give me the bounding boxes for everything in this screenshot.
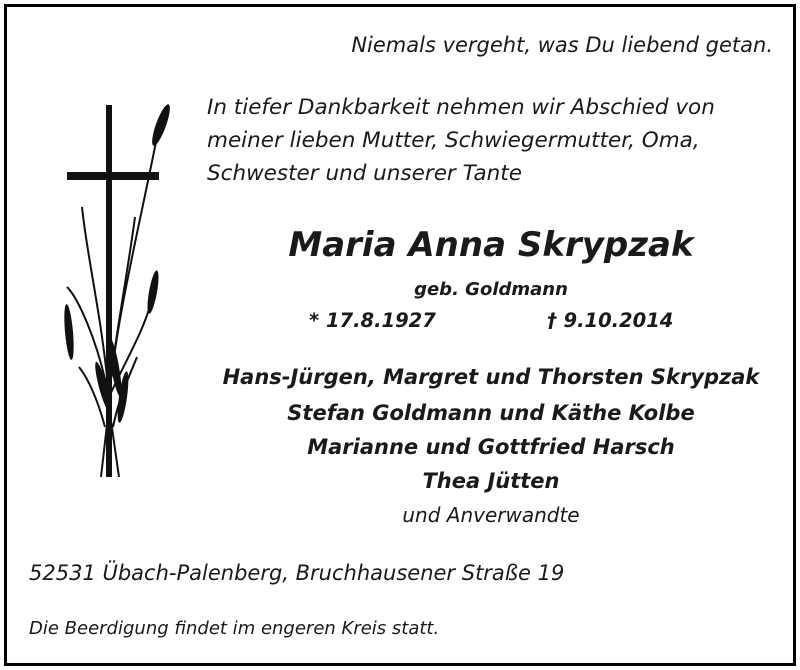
mourner-line: Hans-Jürgen, Margret und Thorsten Skrypzak — [222, 365, 760, 389]
mourner-line: Marianne und Gottfried Harsch — [307, 435, 675, 459]
mourner-line: Thea Jütten — [422, 469, 560, 493]
intro-line: In tiefer Dankbarkeit nehmen wir Abschied von — [207, 95, 715, 120]
intro-text — [207, 91, 775, 190]
motto: Niemals vergeht, was Du liebend getan. — [351, 33, 773, 57]
deceased-name: Maria Anna Skrypzak — [288, 225, 694, 265]
relatives-line: und Anverwandte — [402, 503, 580, 527]
cross-with-wheat-icon — [57, 97, 172, 477]
funeral-note: Die Beerdigung findet im engeren Kreis statt. — [29, 618, 440, 639]
birth-date: * 17.8.1927 — [309, 309, 436, 332]
intro-line: meiner lieben Mutter, Schwiegermutter, Oma, — [207, 128, 700, 153]
death-date: † 9.10.2014 — [547, 309, 674, 332]
intro-line: Schwester und unserer Tante — [207, 161, 522, 186]
obituary-notice — [4, 4, 796, 666]
mourner-line: Stefan Goldmann und Käthe Kolbe — [287, 401, 695, 425]
address: 52531 Übach-Palenberg, Bruchhausener Straße 19 — [29, 561, 565, 585]
born-name: geb. Goldmann — [414, 279, 568, 300]
